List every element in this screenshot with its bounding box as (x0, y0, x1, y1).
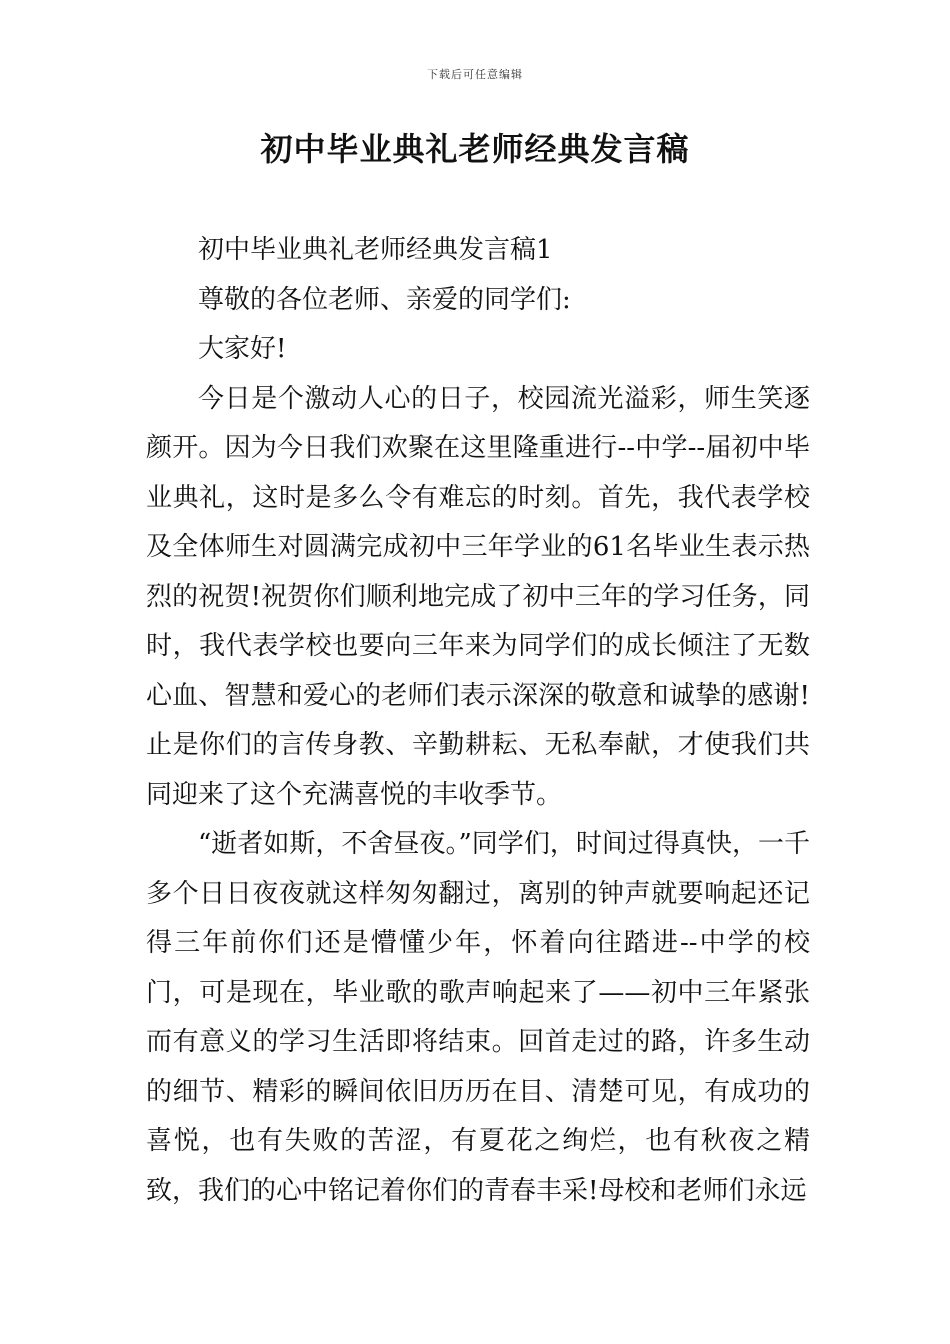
paragraph-salutation: 尊敬的各位老师、亲爱的同学们: (198, 284, 571, 315)
document-title: 初中毕业典礼老师经典发言稿 (260, 130, 690, 168)
paragraph-body-2: “逝者如斯，不舍昼夜。”同学们，时间过得真快，一千多个日日夜夜就这样匆匆翻过，离别的钟声就要响起还记得三年前你们还是懵懂少年，怀着向往踏进--中学的校门，可是现在，毕业歌的歌声响起来了——初中三年紧张而有意义的学习生活即将结束。回首走过的路，许多生动的细节、精彩的瞬间依旧历历在目、清楚可见，有成功的喜悦，也有失败的苦涩，有夏花之绚烂，也有秋夜之精致，我们的心中铭记着你们的青春丰采!母校和老师们永远 (146, 829, 810, 1206)
paragraph-subtitle: 初中毕业典礼老师经典发言稿1 (198, 235, 553, 265)
paragraph-greeting: 大家好! (198, 334, 287, 364)
document-body (146, 226, 810, 1216)
header-note: 下载后可任意编辑 (427, 68, 523, 81)
paragraph-body-1: 今日是个激动人心的日子，校园流光溢彩，师生笑逐颜开。因为今日我们欢聚在这里隆重进行--中学--届初中毕业典礼，这时是多么令有难忘的时刻。首先，我代表学校及全体师生对圆满完成初中三年学业的61名毕业生表示热烈的祝贺!祝贺你们顺利地完成了初中三年的学习任务，同时，我代表学校也要向三年来为同学们的成长倾注了无数心血、智慧和爱心的老师们表示深深的敬意和诚挚的感谢!止是你们的言传身教、辛勤耕耘、无私奉献，才使我们共同迎来了这个充满喜悦的丰收季节。 (146, 383, 810, 810)
